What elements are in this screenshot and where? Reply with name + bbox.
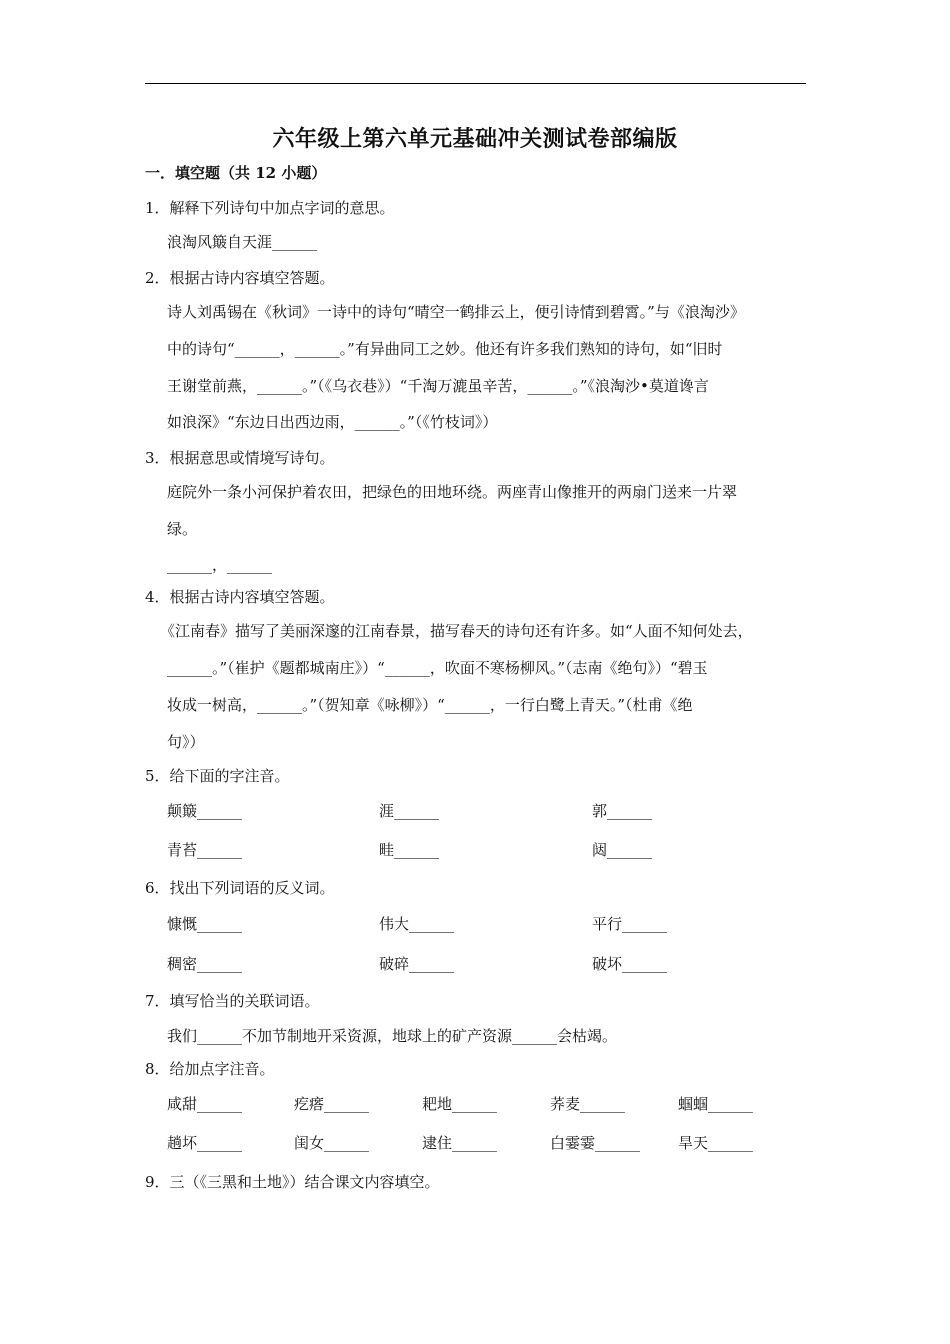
question-9-stem: 9．三（《三黑和土地》）结合课文内容填空。 — [145, 1173, 440, 1191]
q8-item: 耙地______ — [422, 1095, 498, 1113]
q6-item: 破坏______ — [592, 955, 668, 973]
question-7-line: 我们______不加节制地开采资源，地球上的矿产资源______会枯竭。 — [167, 1027, 618, 1045]
q8-item: 咸甜______ — [167, 1095, 243, 1113]
q6-item: 平行______ — [592, 915, 668, 933]
q8-item: 逮住______ — [422, 1134, 498, 1152]
question-4-stem: 4．根据古诗内容填空答题。 — [145, 588, 335, 606]
question-6-stem: 6．找出下列词语的反义词。 — [145, 879, 335, 897]
question-3-line: 绿。 — [167, 520, 198, 538]
q5-item: 颠簸______ — [167, 802, 243, 820]
question-3-answer-line: ______，______ — [167, 556, 273, 574]
question-8-stem: 8．给加点字注音。 — [145, 1060, 275, 1078]
question-7-stem: 7．填写恰当的关联词语。 — [145, 992, 320, 1010]
q8-item: 白霎霎______ — [550, 1134, 641, 1152]
question-2-line: 如浪深》“东边日出西边雨，______。”（《竹枝词》） — [167, 413, 498, 431]
q8-item: 趟坏______ — [167, 1134, 243, 1152]
question-2-line: 中的诗句“______，______。”有异曲同工之妙。他还有许多我们熟知的诗句，如“旧时 — [167, 340, 723, 358]
q8-item: 荞麦______ — [550, 1095, 626, 1113]
question-3-stem: 3．根据意思或情境写诗句。 — [145, 449, 335, 467]
question-1-stem: 1．解释下列诗句中加点字词的意思。 — [145, 199, 395, 217]
q5-item: 闼______ — [592, 841, 653, 859]
q8-item: 闺女______ — [294, 1134, 370, 1152]
q8-item: 疙瘩______ — [294, 1095, 370, 1113]
question-4-line: 妆成一树高，______。”（贺知章《咏柳》）“______，一行白鹭上青天。”（杜甫《绝 — [167, 696, 693, 714]
q8-item: 旱天______ — [678, 1134, 754, 1152]
page-title: 六年级上第六单元基础冲关测试卷部编版 — [272, 126, 678, 152]
q5-item: 涯______ — [379, 802, 440, 820]
q5-item: 畦______ — [379, 841, 440, 859]
question-4-line: ______。”（崔护《题都城南庄》）“______，吹面不寒杨柳风。”（志南《绝句》）“碧玉 — [167, 659, 708, 677]
question-5-stem: 5．给下面的字注音。 — [145, 767, 290, 785]
q6-item: 稠密______ — [167, 955, 243, 973]
header-rule — [145, 83, 806, 84]
q6-item: 慷慨______ — [167, 915, 243, 933]
question-4-line: 《江南春》描写了美丽深邃的江南春景，描写春天的诗句还有许多。如“人面不知何处去， — [160, 622, 753, 640]
section-heading: 一．填空题（共 12 小题） — [145, 164, 327, 182]
q8-item: 蝈蝈______ — [678, 1095, 754, 1113]
q5-item: 青苔______ — [167, 841, 243, 859]
question-3-line: 庭院外一条小河保护着农田，把绿色的田地环绕。两座青山像推开的两扇门送来一片翠 — [167, 483, 738, 501]
question-4-line: 句》） — [167, 733, 205, 751]
question-1-line: 浪淘风簸自天涯______ — [167, 233, 318, 251]
q6-item: 破碎______ — [379, 955, 455, 973]
question-2-line: 王谢堂前燕，______。”（《乌衣巷》）“千淘万漉虽辛苦，______。”《浪淘沙•莫道谗言 — [167, 377, 709, 395]
q5-item: 郭______ — [592, 802, 653, 820]
question-2-line: 诗人刘禹锡在《秋词》一诗中的诗句“晴空一鹤排云上，便引诗情到碧霄。”与《浪淘沙》 — [167, 303, 745, 321]
question-2-stem: 2．根据古诗内容填空答题。 — [145, 269, 335, 287]
q6-item: 伟大______ — [379, 915, 455, 933]
